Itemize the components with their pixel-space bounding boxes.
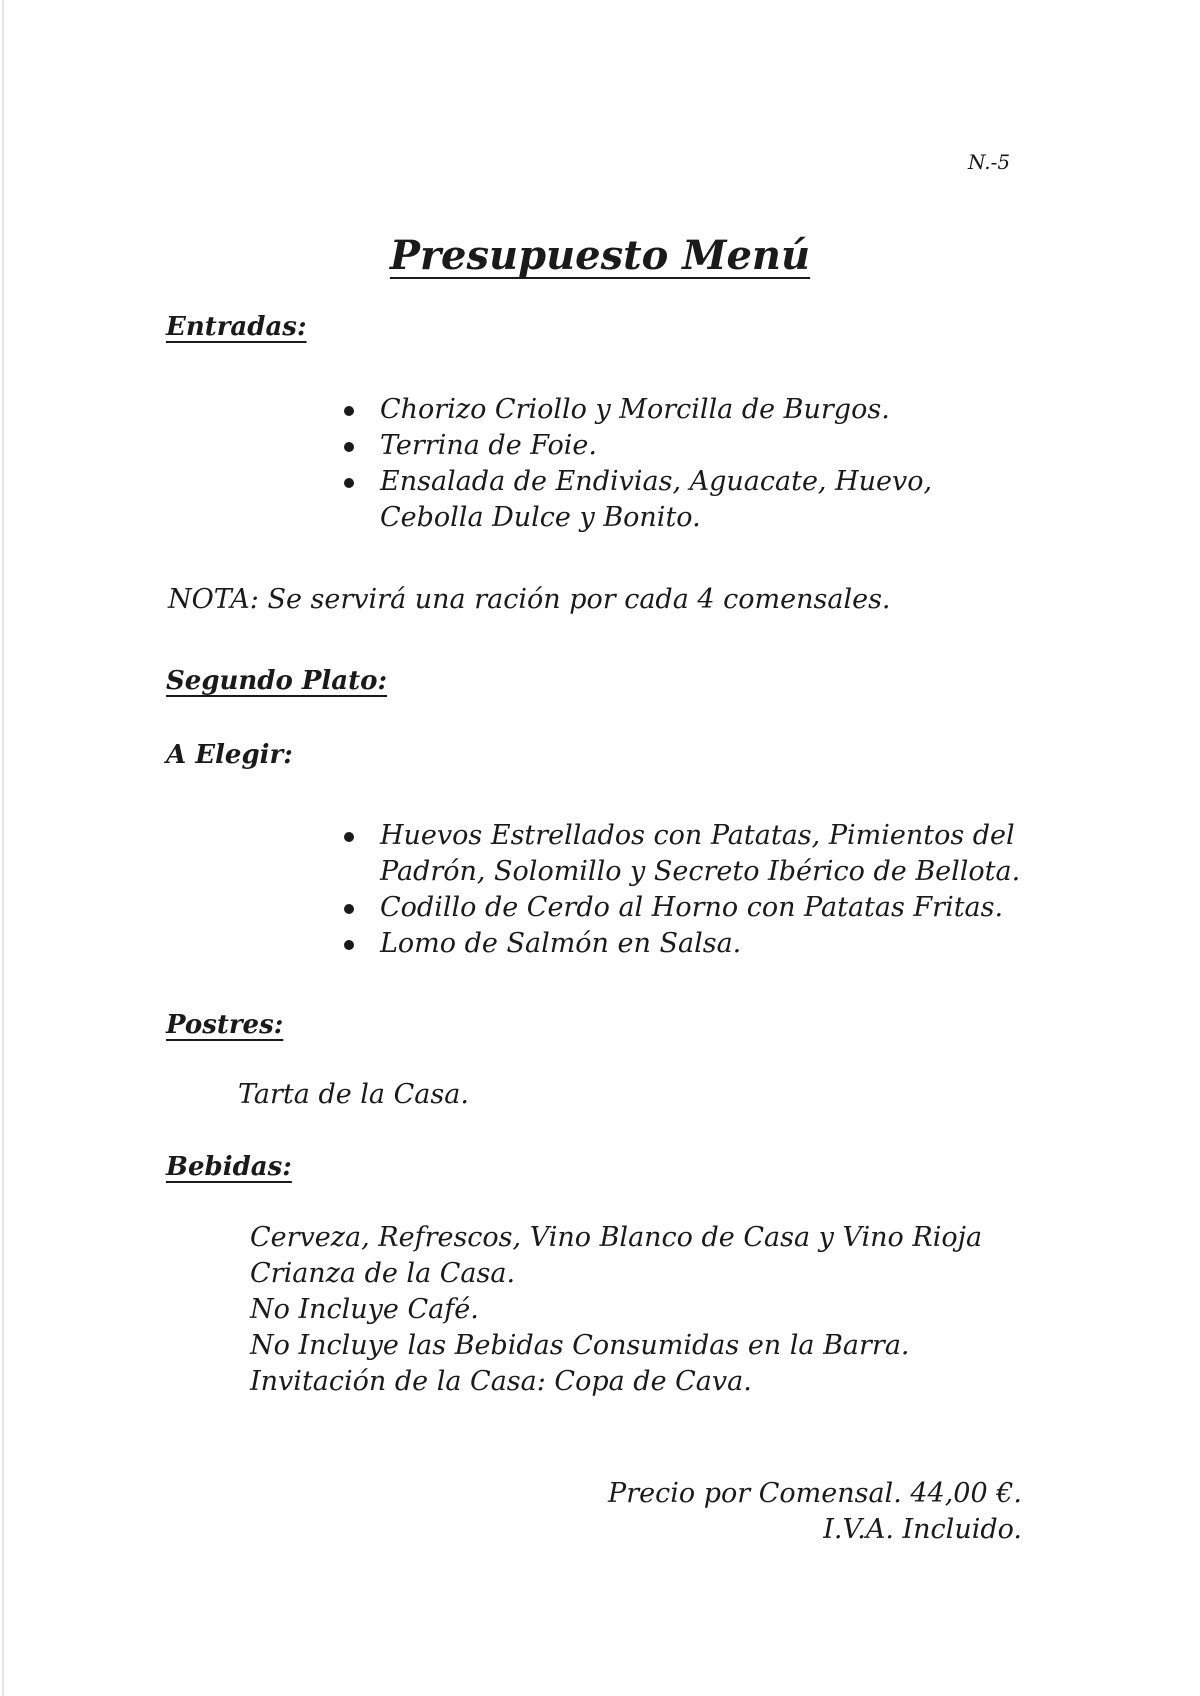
list-item: Terrina de Foie. bbox=[344, 428, 1034, 464]
list-item: Huevos Estrellados con Patatas, Pimientos del Padrón, Solomillo y Secreto Ibérico de Bellota. bbox=[344, 818, 1034, 890]
bebidas-line: Invitación de la Casa: Copa de Cava. bbox=[250, 1366, 752, 1397]
price-line: Precio por Comensal. 44,00 €. bbox=[608, 1478, 1022, 1509]
postres-text: Tarta de la Casa. bbox=[238, 1079, 469, 1110]
entradas-heading: Entradas: bbox=[166, 312, 307, 342]
bebidas-heading: Bebidas: bbox=[166, 1152, 292, 1182]
document-number: N.-5 bbox=[968, 150, 1011, 174]
a-elegir-heading: A Elegir: bbox=[166, 740, 293, 770]
postres-heading: Postres: bbox=[166, 1010, 284, 1040]
iva-line: I.V.A. Incluido. bbox=[823, 1514, 1022, 1545]
list-item: Ensalada de Endivias, Aguacate, Huevo, Cebolla Dulce y Bonito. bbox=[344, 464, 1034, 536]
entradas-note: NOTA: Se servirá una ración por cada 4 comensales. bbox=[168, 584, 891, 615]
list-item: Lomo de Salmón en Salsa. bbox=[344, 926, 1034, 962]
page-title bbox=[0, 232, 1200, 279]
bebidas-line: Cerveza, Refrescos, Vino Blanco de Casa y Vino Rioja Crianza de la Casa. bbox=[250, 1222, 983, 1289]
bebidas-line: No Incluye Café. bbox=[250, 1294, 479, 1325]
page-title-text: Presupuesto Menú bbox=[389, 232, 811, 279]
entradas-list bbox=[344, 392, 1034, 536]
list-item: Chorizo Criollo y Morcilla de Burgos. bbox=[344, 392, 1034, 428]
bebidas-line: No Incluye las Bebidas Consumidas en la Barra. bbox=[250, 1330, 910, 1361]
segundo-plato-heading: Segundo Plato: bbox=[166, 666, 388, 696]
list-item: Codillo de Cerdo al Horno con Patatas Fritas. bbox=[344, 890, 1034, 926]
segundo-plato-list bbox=[344, 818, 1034, 962]
